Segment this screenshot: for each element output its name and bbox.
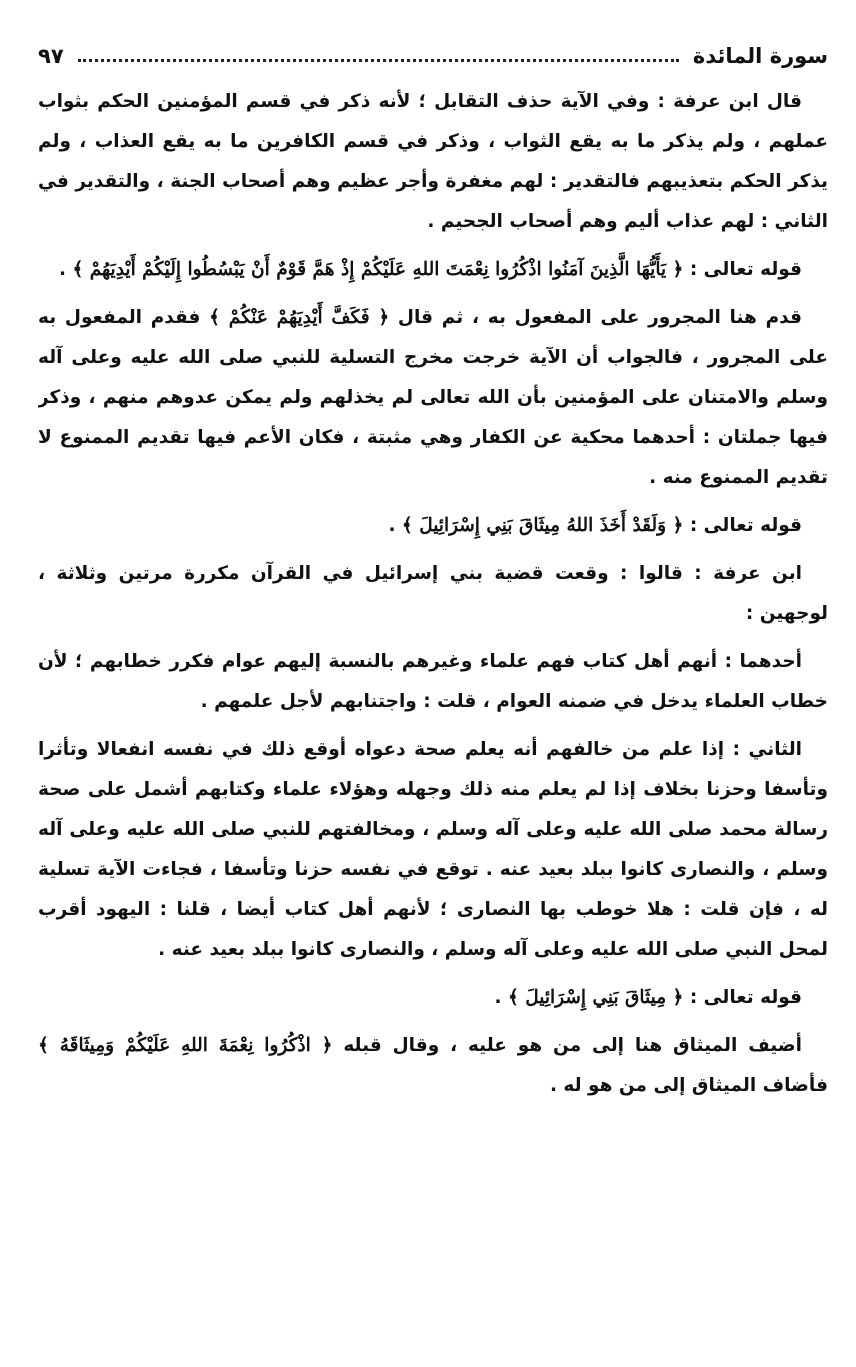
surah-title: سورة المائدة	[692, 44, 828, 68]
paragraph-lead: أضيف الميثاق هنا إلى من هو عليه ، وقال قبله	[332, 1035, 802, 1056]
quran-verse: ﴿ وَلَقَدْ أَخَذَ اللهُ مِيثَاقَ بَنِي إِسْرَائِيلَ ﴾	[401, 515, 684, 536]
quran-verse: ﴿ فَكَفَّ أَيْدِيَهُمْ عَنْكُمْ ﴾	[209, 307, 390, 328]
running-head	[38, 34, 828, 78]
paragraph-two-reasons-intro: ابن عرفة : قالوا : وقعت قضية بني إسرائيل في القرآن مكررة مرتين وثلاثة ، لوجهين :	[38, 563, 828, 624]
verse-end: .	[388, 515, 402, 536]
paragraph-lead: قدم هنا المجرور على المفعول به ، ثم قال	[389, 307, 802, 328]
dot-leader	[78, 59, 679, 62]
paragraph-second-reason: الثاني : إذا علم من خالفهم أنه يعلم صحة دعواه أوقع ذلك في نفسه انفعالا وتأثرا وتأسفا وحزنا بخلاف إذا لم يعلم منه ذلك وجهله وهؤلاء علماء وكتابهم أشمل على صحة رسالة محمد صلى الله عليه وعلى آله وسلم ، ومخالفتهم للنبي صلى الله عليه وعلى آله وسلم ، والنصارى كانوا ببلد بعيد عنه . توقع في نفسه حزنا وتأسفا ، فجاءت الآية تسلية له ، فإن قلت : هلا خوطب بها النصارى ؛ لأنهم أهل كتاب أيضا ، قلنا : اليهود أقرب لمحل النبي صلى الله عليه وعلى آله وسلم ، والنصارى كانوا ببلد بعيد عنه .	[38, 739, 828, 960]
paragraph-order-explanation	[38, 298, 828, 498]
book-page	[38, 34, 828, 1334]
quran-verse: ﴿ يَأَيُّهَا الَّذِينَ آمَنُوا اذْكُرُوا نِعْمَتَ اللهِ عَلَيْكُمْ إِذْ هَمَّ قَوْمٌ أَنْ يَبْسُطُوا إِلَيْكُمْ أَيْدِيَهُمْ ﴾	[72, 259, 684, 280]
page-number: ٩٧	[38, 44, 64, 68]
paragraph-ibn-arafa-commentary: قال ابن عرفة : وفي الآية حذف التقابل ؛ لأنه ذكر في قسم المؤمنين الحكم بثواب عملهم ، ولم يذكر ما به يقع الثواب ، وذكر في قسم الكافرين ما به يقع العذاب ، ولم يذكر الحكم بتعذيبهم فالتقدير : لهم مغفرة وأجر عظيم وهم أصحاب الجنة ، والتقدير في الثاني : لهم عذاب أليم وهم أصحاب الجحيم .	[38, 91, 828, 232]
paragraph-verse-covenant	[38, 506, 828, 546]
paragraph-covenant-attribution	[38, 1026, 828, 1106]
verse-end: .	[494, 987, 508, 1008]
paragraph-tail: فقدم المفعول به على المجرور ، فالجواب أن الآية خرجت مخرج التسلية للنبي صلى الله عليه وعلى آله وسلم والامتنان على المؤمنين بأن الله تعالى لم يخذلهم ولم يمكن عدوهم منهم ، وذكر فيها جملتان : أحدهما محكية عن الكفار وهي مثبتة ، فكان الأعم فيها تقديم الممنوع لا تقديم الممنوع منه .	[38, 307, 828, 488]
verse-intro: قوله تعالى :	[683, 987, 802, 1008]
paragraph-verse-covenant-short	[38, 978, 828, 1018]
quran-verse: ﴿ مِيثَاقَ بَنِي إِسْرَائِيلَ ﴾	[508, 987, 684, 1008]
verse-intro: قوله تعالى :	[683, 515, 802, 536]
verse-end: .	[58, 259, 73, 280]
paragraph-verse-remember-blessing	[38, 250, 828, 290]
verse-intro: قوله تعالى :	[683, 259, 802, 280]
paragraph-first-reason: أحدهما : أنهم أهل كتاب فهم علماء وغيرهم بالنسبة إليهم عوام فكرر خطابهم ؛ لأن خطاب العلماء يدخل في ضمنه العوام ، قلت : واجتنابهم لأجل علمهم .	[38, 651, 828, 712]
page-body	[38, 82, 828, 1106]
quran-verse: ﴿ اذْكُرُوا نِعْمَةَ اللهِ عَلَيْكُمْ وَمِيثَاقَهُ ﴾	[38, 1035, 333, 1056]
paragraph-tail: فأضاف الميثاق إلى من هو له .	[549, 1075, 828, 1096]
